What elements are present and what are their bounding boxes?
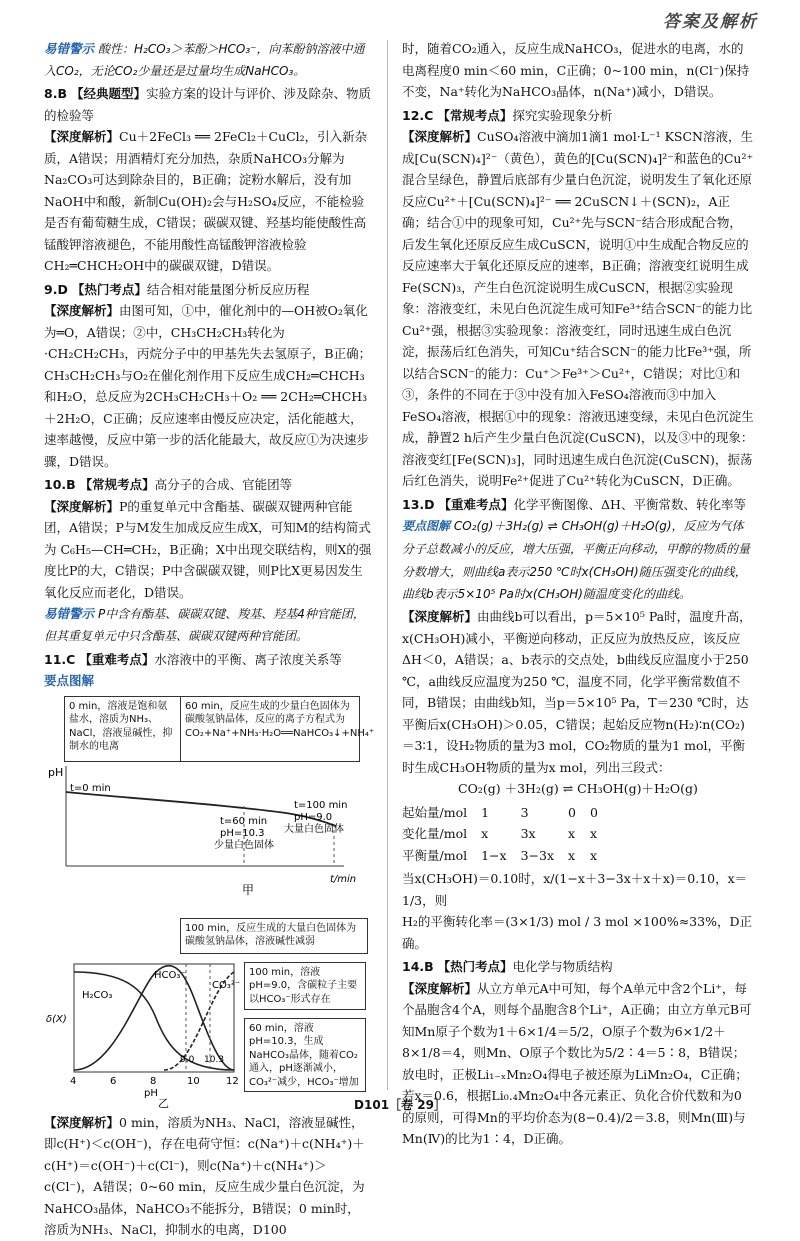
- callout-100min: 100 min，反应生成的大量白色固体为碳酸氢钠晶体，溶液碱性减弱: [180, 918, 368, 954]
- ph-time-chart: [44, 696, 364, 914]
- three-stage-table: [402, 802, 612, 867]
- q13-calc-2: H₂的平衡转化率＝(3×1/3) mol / 3 mol ×100%≈33%，D正确。: [402, 914, 752, 951]
- q14-heading: 14.B 【热门考点】电化学与物质结构: [402, 959, 613, 975]
- callout-60min-ph: 60 min，溶液pH=10.3，生成NaHCO₃晶体，随着CO₂通入，pH逐渐减小，CO₃²⁻减少，HCO₃⁻增加: [244, 1018, 366, 1092]
- warning-label: 易错警示: [44, 606, 95, 622]
- callout-0min: 0 min，溶液是饱和氨盐水，溶质为NH₃、NaCl，溶液显碱性，抑制水的电离: [64, 696, 182, 762]
- q8-analysis: 【深度解析】Cu＋2FeCl₃ ══ 2FeCl₂＋CuCl₂，引入新杂质，A错误；用酒精灯充分加热，杂质NaHCO₃分解为Na₂CO₃可达到除杂目的，B正确；淀粉水解后，没有加NaOH中和酸，新制Cu(OH)₂会与H₂SO₄反应，不能检验是否有葡萄糖生成，C错误；碳碳双键、羟基均能使酸性高锰酸钾溶液褪色，不能用酸性高锰酸钾溶液检验CH₂═CHCH₂OH中的碳碳双键，D错误。: [44, 129, 368, 274]
- tick-6: 6: [110, 1075, 117, 1087]
- t100-label: t=100 min: [294, 799, 348, 811]
- q13-analysis: 【深度解析】由曲线b可以看出，p＝5×10⁵ Pa时，温度升高，x(CH₃OH)减小，平衡逆向移动，正反应为放热反应，该反应ΔH＜0，A错误；a、b表示的交点处，b曲线反应温度小于250 ℃，a曲线反应温度为250 ℃，温度不同，化学平衡常数值不同，B错误；由曲线b知，当p＝5×10⁵ Pa，T＝230 ℃时，达平衡后x(CH₃OH)＞0.05，C错误；起始反应物n(H₂)∶n(CO₂)＝3∶1，设H₂物质的量为3 mol，CO₂物质的量为1 mol，平衡时生成CH₃OH物质的量为x mol，列出三段式：: [402, 609, 752, 775]
- q13-heading: 13.D 【重难考点】化学平衡图像、ΔH、平衡常数、转化率等: [402, 496, 746, 512]
- warning-note-1: [44, 38, 372, 81]
- left-column: [44, 38, 375, 1241]
- page-header: 答案及解析: [663, 12, 758, 32]
- q13-equation: CO₂(g) ＋3H₂(g) ⇌ CH₃OH(g)＋H₂O(g): [458, 781, 698, 797]
- q14-analysis: 【深度解析】从立方单元A中可知，每个A单元中含2个Li⁺，每个晶胞含4个A，则每个晶胞含8个Li⁺，A正确；由立方单元B可知Mn原子个数为1＋6×1/4＝5/2，O原子个数为6×1/2＋8×1/8＝4，则Mn、O原子个数比为5/2∶4＝5∶8，B错误；放电时，正极Li₁₋ₓMn₂O₄得电子被还原为LiMn₂O₄，C正确；若x＝0.6，根据Li₀.₄Mn₂O₄中各元素正、负化合价代数和为0的原则，可得Mn的平均价态为(8−0.4)/2＝3.8，则Mn(Ⅲ)与Mn(Ⅳ)的比为1∶4，D正确。: [402, 980, 752, 1147]
- series-co3-label: CO₃²⁻: [212, 979, 241, 991]
- series-h2co3-label: H₂CO₃: [82, 989, 113, 1001]
- q13-calc-1: 当x(CH₃OH)＝0.10时，x/(1−x＋3−3x＋x＋x)＝0.10，x＝1/3，则: [402, 871, 748, 908]
- warning-note-2: [44, 603, 372, 646]
- q10-heading: 10.B 【常规考点】高分子的合成、官能团等: [44, 477, 293, 493]
- tick-12: 12: [226, 1075, 239, 1087]
- series-hco3-label: HCO₃⁻: [154, 969, 186, 981]
- q11-analysis: 【深度解析】0 min，溶质为NH₃、NaCl，溶液显碱性，即c(H⁺)＜c(OH⁻)，存在电荷守恒：c(Na⁺)＋c(NH₄⁺)＋c(H⁺)＝c(OH⁻)＋c(Cl⁻)，则c(Na⁺)＋c(NH₄⁺)＞c(Cl⁻)，A错误；0~60 min，反应生成少量白色沉淀，为NaHCO₃晶体，NaHCO₃不能拆分，B错误；0 min时，溶质为NH₃、NaCl，抑制水的电离，D100: [44, 1114, 365, 1237]
- y-axis-label: pH: [48, 765, 64, 779]
- q9-heading: 9.D 【热门考点】结合相对能量图分析反应历程: [44, 281, 310, 297]
- q11-heading: 11.C 【重难考点】水溶液中的平衡、离子浓度关系等: [44, 651, 342, 667]
- warning-label: 易错警示: [44, 41, 95, 56]
- ph100-label: pH=9.0: [294, 811, 333, 823]
- x-axis-label: pH: [144, 1087, 158, 1099]
- warning-text: P中含有酯基、碳碳双键、羧基、羟基4种官能团，但其重复单元中只含酯基、碳碳双键两种官能团。: [44, 607, 365, 643]
- ph9-mark: 9.0: [180, 1054, 195, 1065]
- figure-name: 甲: [242, 882, 255, 897]
- y-axis-label: δ(X): [46, 1013, 67, 1025]
- figure-yi: [44, 958, 364, 1108]
- solid100-label: 大量白色固体: [284, 823, 344, 835]
- right-column: [402, 38, 754, 1150]
- warning-text: 酸性：H₂CO₃＞苯酚＞HCO₃⁻，向苯酚钠溶液中通入CO₂，无论CO₂少量还是过量均生成NaHCO₃。: [44, 42, 365, 78]
- ph10-3-mark: 10.3: [204, 1054, 225, 1065]
- table-row: 平衡量/mol 1−x 3−3x x x: [402, 847, 598, 863]
- callout-60min: 60 min，反应生成的少量白色固体为碳酸氢钠晶体，反应的离子方程式为CO₂+Na⁺+NH₃·H₂O══NaHCO₃↓+NH₄⁺: [180, 696, 360, 762]
- callout-100min-ph: 100 min，溶液pH=9.0，含碳粒子主要以HCO₃⁻形式存在: [244, 962, 366, 1010]
- solid60-label: 少量白色固体: [214, 839, 274, 851]
- key-point-label: 要点图解: [44, 673, 95, 688]
- figure-jia: [44, 696, 375, 914]
- ph60-label: pH=10.3: [220, 827, 265, 839]
- table-row: 变化量/mol x 3x x x: [402, 826, 598, 842]
- t0-label: t=0 min: [70, 782, 111, 794]
- column-divider: [387, 40, 388, 1090]
- q11-continued: 时，随着CO₂通入，反应生成NaHCO₃，促进水的电离，水的电离程度0 min＜60 min，C正确；0~100 min，n(Cl⁻)保持不变，Na⁺转化为NaHCO₃晶体，n(Na⁺)减小，D错误。: [402, 41, 750, 99]
- tick-4: 4: [70, 1075, 77, 1087]
- tick-8: 8: [150, 1075, 157, 1087]
- q10-analysis: 【深度解析】P的重复单元中含酯基、碳碳双键两种官能团，A错误；P与M发生加成反应生成X，可知M的结构简式为 C₆H₅—CH═CH₂，B正确；X中出现交联结构，则X的强度比P的大，C错误；P中含碳碳双键，则P比X更易因发生氧化反应而老化，D错误。: [44, 498, 372, 600]
- q9-analysis: 【深度解析】由图可知，①中，催化剂中的—OH被O₂氧化为═O，A错误；②中，CH₃CH₂CH₃转化为·CH₂CH₂CH₃，丙烷分子中的甲基先失去氢原子，B正确；CH₃CH₂CH₃与O₂在催化剂作用下反应生成CH₂═CHCH₃和H₂O，总反应为2CH₃CH₂CH₃＋O₂ ══ 2CH₂═CHCH₃＋2H₂O，C正确；反应速率由慢反应决定，活化能越大，速率越慢，反应中第一步的活化能最大，故反应①为决速步骤，D错误。: [44, 303, 372, 469]
- t60-label: t=60 min: [220, 815, 268, 827]
- x-axis-label: t/min: [330, 873, 357, 885]
- page-number: D101［卷 29］: [354, 1098, 446, 1113]
- table-row: 起始量/mol 1 3 0 0: [402, 804, 598, 820]
- figure-name: 乙: [158, 1096, 169, 1108]
- q12-analysis: 【深度解析】CuSO₄溶液中滴加1滴1 mol·L⁻¹ KSCN溶液，生成[Cu(SCN)₄]²⁻（黄色），黄色的[Cu(SCN)₄]²⁻和蓝色的Cu²⁺混合呈绿色，静置后底部有少量白色沉淀，说明发生了氧化还原反应Cu²⁺＋[Cu(SCN)₄]²⁻ ══ 2CuSCN↓＋(SCN)₂，A正确；结合①中的现象可知，Cu²⁺先与SCN⁻结合形成配合物，后发生氧化还原反应生成CuSCN，说明①中生成配合物反应的反应速率大于氧化还原反应的速率，B正确；溶液变红说明生成Fe(SCN)₃，产生白色沉淀说明生成CuSCN，根据②实验现象：溶液变红，未见白色沉淀生成可知Fe³⁺结合SCN⁻的能力比Cu²⁺强，根据③实验现象：溶液变红，同时迅速生成白色沉淀，振荡后红色消失，可知Cu⁺结合SCN⁻的能力比Fe³⁺强，所以结合SCN⁻的能力：Cu⁺＞Fe³⁺＞Cu²⁺，C错误；对比①和③，条件的不同在于③中没有加入FeSO₄溶液而③中加入FeSO₄溶液，根据①中的现象：溶液迅速变绿，未见白色沉淀生成，静置2 h后产生少量白色沉淀(CuSCN)，以及③中的现象：溶液变红[Fe(SCN)₃]，同时迅速生成白色沉淀(CuSCN)，振荡后红色消失，说明Fe²⁺促进了Cu²⁺转化为CuSCN，D正确。: [402, 129, 754, 488]
- q13-key-points: 要点图解 CO₂(g)＋3H₂(g) ⇌ CH₃OH(g)＋H₂O(g)，反应为气体分子总数减小的反应，增大压强，平衡正向移动，甲醇的物质的量分数增大，则曲线a表示250 ℃时x(CH₃OH)随压强变化的曲线，曲线b表示5×10⁵ Pa时x(CH₃OH)随温度变化的曲线。: [402, 519, 751, 602]
- q12-heading: 12.C 【常规考点】探究实验现象分析: [402, 107, 613, 123]
- q8-heading: 8.B 【经典题型】实验方案的设计与评价、涉及除杂、物质的检验等: [44, 86, 371, 123]
- tick-10: 10: [187, 1075, 200, 1087]
- callout-100min-wrap: [44, 918, 364, 954]
